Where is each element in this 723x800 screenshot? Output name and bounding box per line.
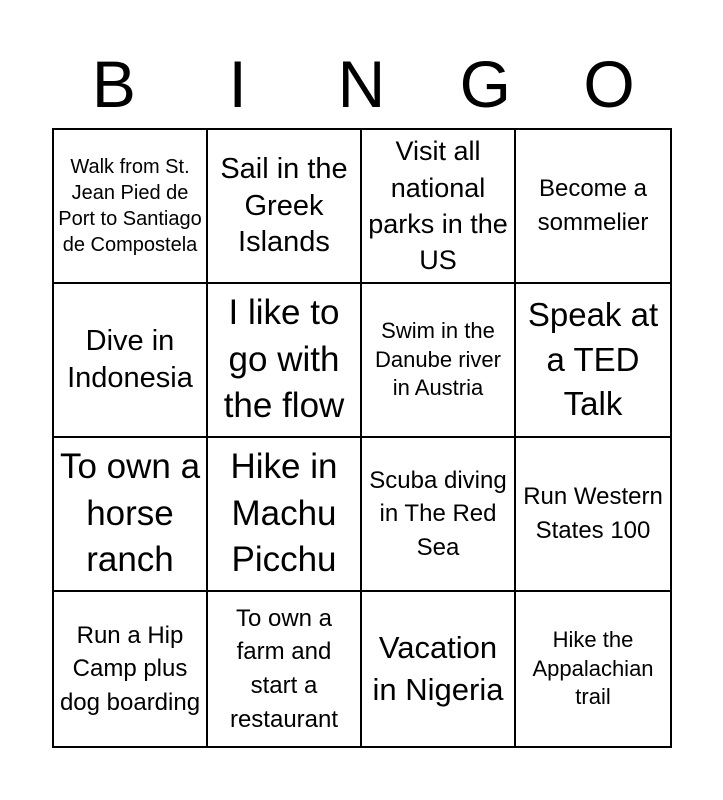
bingo-cell[interactable] <box>362 592 516 746</box>
cell-text: To own a horse ranch <box>59 447 201 580</box>
header-letter-i: I <box>228 47 247 121</box>
cell-text: Walk from St. Jean Pied de Port to Santiago de Compostela <box>58 156 202 256</box>
bingo-cell[interactable] <box>362 438 516 592</box>
bingo-cell[interactable] <box>208 284 362 438</box>
bingo-cell[interactable] <box>516 130 670 284</box>
header-letter-g: G <box>459 47 511 121</box>
header-letter-o: O <box>583 47 635 121</box>
header-letter-n: N <box>337 47 386 121</box>
cell-text: Sail in the Greek Islands <box>220 152 348 259</box>
cell-text: I like to go with the flow <box>223 293 345 426</box>
header-letter-b: B <box>91 47 136 121</box>
bingo-cell[interactable] <box>54 592 208 746</box>
bingo-cell[interactable] <box>208 438 362 592</box>
bingo-cell[interactable] <box>54 130 208 284</box>
bingo-cell[interactable] <box>362 284 516 438</box>
cell-text: Run Western States 100 <box>523 483 663 544</box>
cell-text: Hike in Machu Picchu <box>230 447 338 580</box>
cell-text: Hike the Appalachian trail <box>532 627 654 710</box>
cell-text: Swim in the Danube river in Austria <box>375 318 501 401</box>
bingo-cell[interactable] <box>516 438 670 592</box>
cell-text: Scuba diving in The Red Sea <box>369 466 507 561</box>
bingo-board <box>52 128 672 748</box>
bingo-cell[interactable] <box>208 130 362 284</box>
bingo-cell[interactable] <box>362 130 516 284</box>
bingo-header <box>52 40 671 128</box>
cell-text: To own a farm and start a restaurant <box>229 604 339 733</box>
cell-text: Run a Hip Camp plus dog boarding <box>59 621 201 716</box>
cell-text: Visit all national parks in the US <box>368 136 508 276</box>
bingo-cell[interactable] <box>54 284 208 438</box>
bingo-cell[interactable] <box>516 284 670 438</box>
cell-text: Dive in Indonesia <box>67 325 193 394</box>
bingo-cell[interactable] <box>54 438 208 592</box>
cell-text: Vacation in Nigeria <box>372 630 504 707</box>
bingo-cell[interactable] <box>516 592 670 746</box>
cell-text: Become a sommelier <box>537 175 649 236</box>
cell-text: Speak at a TED Talk <box>527 296 659 423</box>
bingo-cell[interactable] <box>208 592 362 746</box>
